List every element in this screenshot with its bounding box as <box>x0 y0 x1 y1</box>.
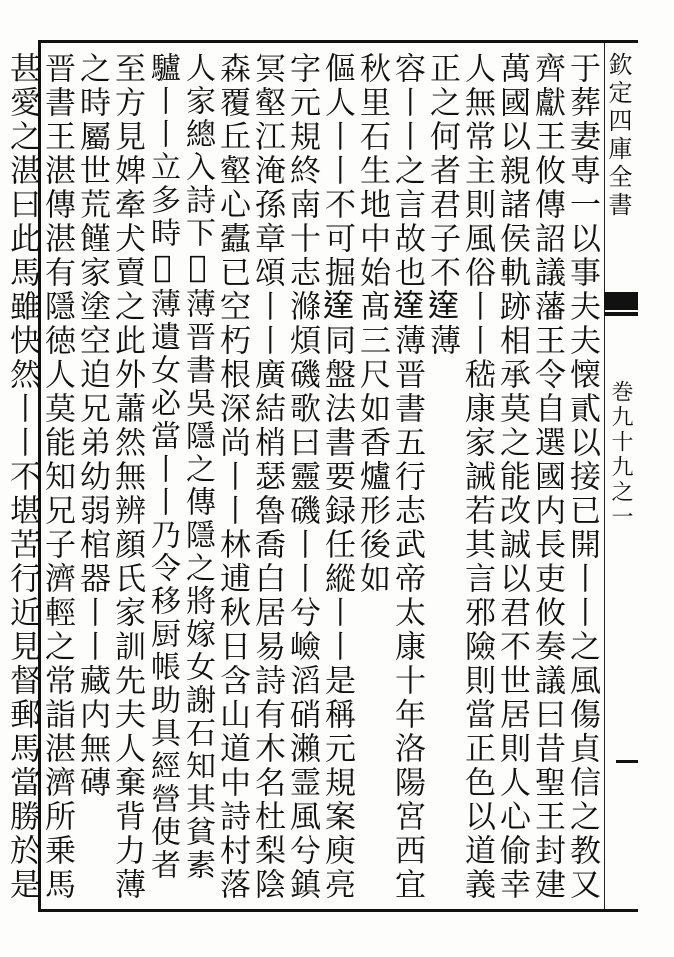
column-text: 字元規終南十志滌煩磯歌曰靈磯丨丨兮嶮滔硝瀨霊風兮鎮 <box>284 52 320 902</box>
column-text: 驢丨丨立多時𡪉薄遺女必當丨丨乃令移厨帳助具經營使者 <box>145 52 180 882</box>
column-text: 萬國以親諸侯軌跡相承莫之能改誠以君不世居則人心偷幸 <box>494 52 530 902</box>
column-text: 甚愛之湛曰此馬雖快然丨丨不堪苦行近見督郵馬當勝於是 <box>4 52 40 902</box>
column-text: 冥壑江淹孫章頌丨丨廣結梢瑟魯喬白居易詩有木名杜梨陰 <box>249 52 285 902</box>
column-text: 至方見婢牽犬賣之此外蕭然無辨顔氏家訓先夫人棄背力薄 <box>109 52 145 902</box>
fishtail-rule <box>604 312 638 316</box>
column-text: 傴人丨丨不可掘𨔶同盤法書要録任縱丨丨是稱元規案庾亮 <box>319 52 355 902</box>
fishtail-mark <box>604 292 638 310</box>
column-text: 齊獻王攸傳詔議藩王令自選國内長吏攸奏議曰昔聖王封建 <box>529 52 565 902</box>
column-text: 正之何者君子不𨔶薄 <box>424 52 460 358</box>
gutter-rule <box>616 760 638 763</box>
column-text: 森覆丘壑心蠹已空朽根深尚丨丨林逋秋日含山道中詩村落 <box>214 52 250 902</box>
column-text: 人家總入詩下𡪉薄晋書吳隱之傳隱之將嫁女謝石知其貧素 <box>180 52 215 882</box>
column-text: 秋里石生地中始髙三尺如香爐形後如 <box>354 52 390 596</box>
book-title: 欽定四庫全書 <box>604 52 632 220</box>
column-text: 于葬妻専一以事夫夫懐貳以接已開丨丨之風傷貞信之教又 <box>564 52 600 902</box>
column-text: 晋書王湛傳湛有隱徳人莫能知兄子濟輕之常詣湛濟所乗馬 <box>39 52 75 902</box>
column-text: 容丨丨之言故也𨔶薄晋書五行志武帝太康十年洛陽宮西宜 <box>389 52 425 902</box>
volume-label: 巻九十九之一 <box>608 380 633 530</box>
column-text: 人無常主則風俗丨丨嵇康家誡若其言邪險則當正色以道義 <box>459 52 495 902</box>
text-column-17 <box>0 52 44 904</box>
column-text: 之時屬世荒饉家塗空迫兄弟幼弱棺器丨丨藏内無磚 <box>74 52 110 800</box>
